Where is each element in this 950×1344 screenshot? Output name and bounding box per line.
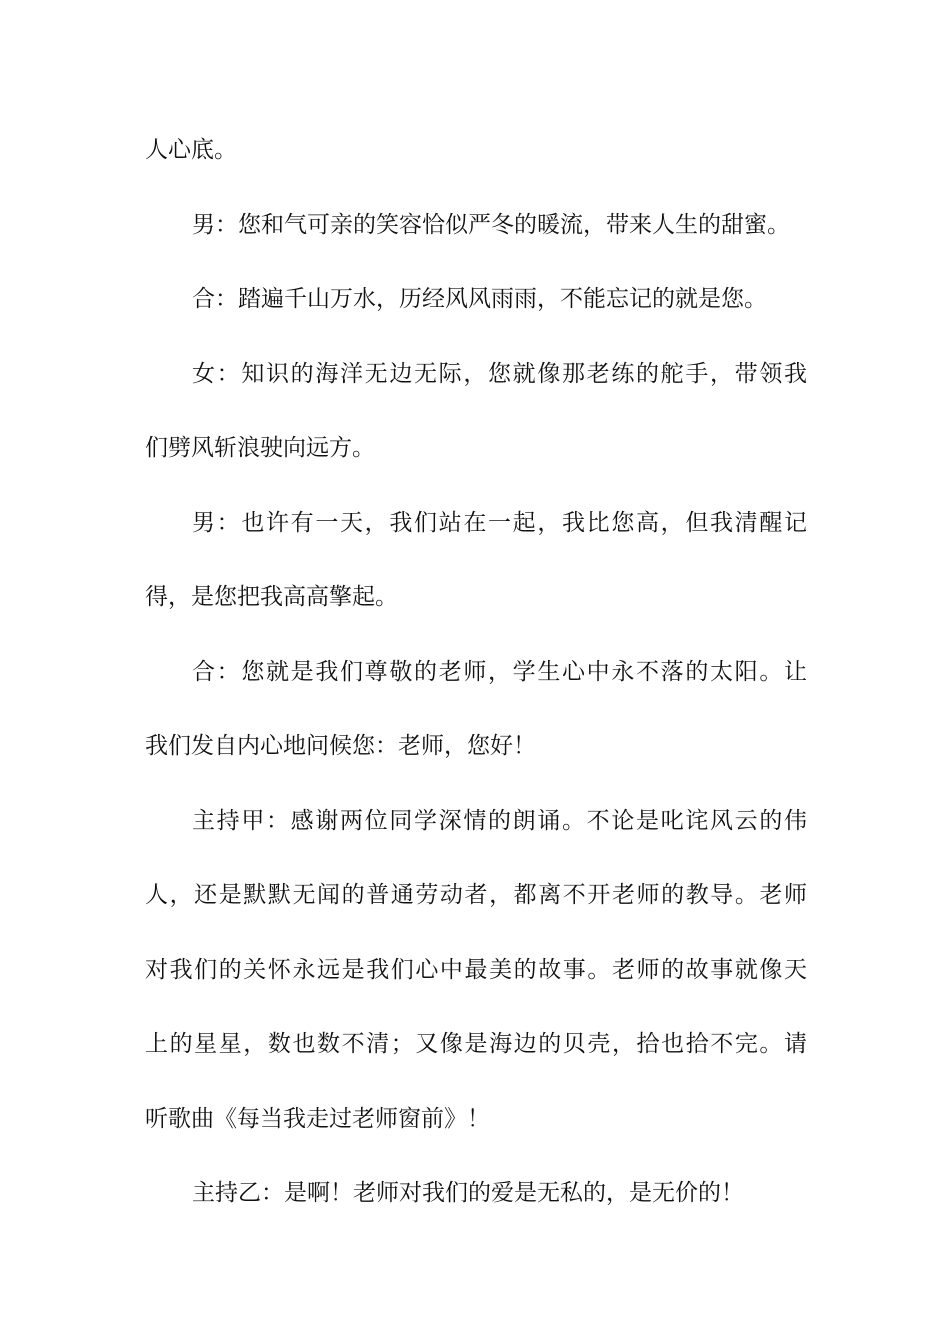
document-body [145,128,807,1246]
text-line: 对我们的关怀永远是我们心中最美的故事。老师的故事就像天 [145,956,807,983]
text-line: 人，还是默默无闻的普通劳动者，都离不开老师的教导。老师 [145,882,807,908]
text-line: 我们发自内心地问候您：老师，您好！ [145,733,536,759]
text-line: 人心底。 [145,137,237,163]
text-line: 们劈风斩浪驶向远方。 [145,435,375,461]
text-line: 听歌曲《每当我走过老师窗前》！ [145,1105,490,1132]
text-line: 男：您和气可亲的笑容恰似严冬的暖流，带来人生的甜蜜。 [192,211,790,238]
text-line: 上的星星，数也数不清；又像是海边的贝壳，拾也拾不完。请 [145,1031,807,1057]
text-line: 合：您就是我们尊敬的老师，学生心中永不落的太阳。让 [192,658,807,685]
text-line: 主持甲：感谢两位同学深情的朗诵。不论是叱诧风云的伟 [192,807,807,834]
text-line: 合：踏遍千山万水，历经风风雨雨，不能忘记的就是您。 [192,286,767,312]
text-line: 男：也许有一天，我们站在一起，我比您高，但我清醒记 [192,509,807,536]
text-line: 女：知识的海洋无边无际，您就像那老练的舵手，带领我 [192,360,807,387]
text-line: 主持乙：是啊！老师对我们的爱是无私的，是无价的！ [192,1180,744,1206]
text-line: 得，是您把我高高擎起。 [145,584,398,610]
